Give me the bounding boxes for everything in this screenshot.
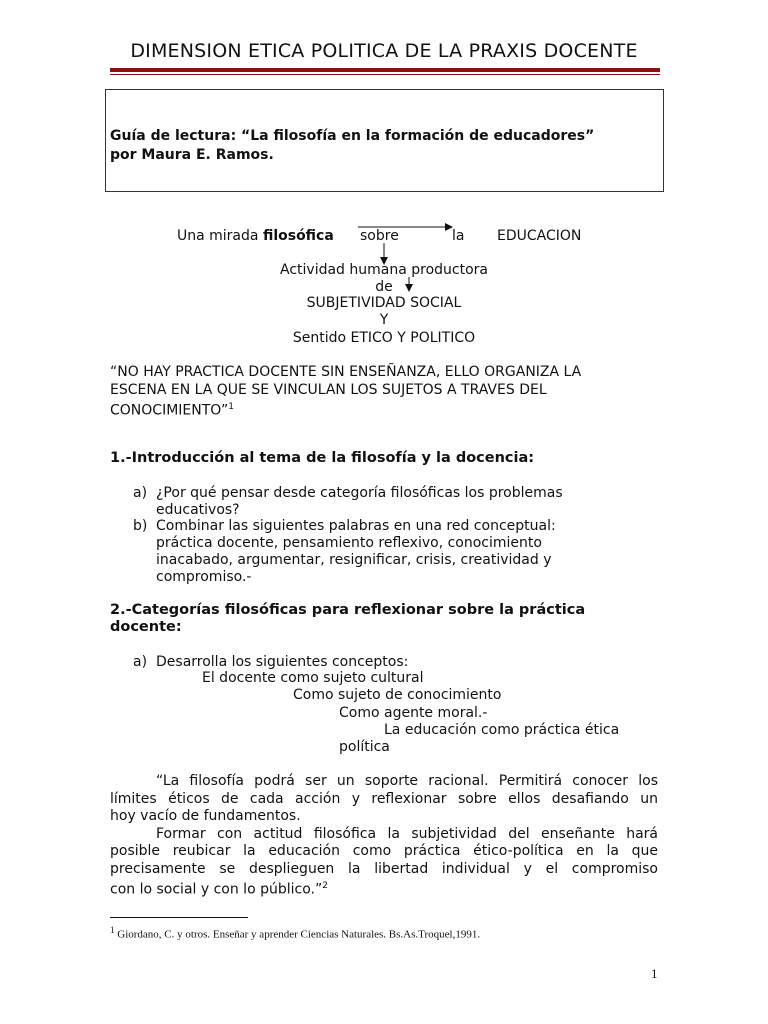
concept-3: Como agente moral.-: [339, 705, 488, 721]
page-number: 1: [651, 966, 658, 981]
footnote-text: Giordano, C. y otros. Enseñar y aprender Ciencias Naturales. Bs.As.Troquel,1991.: [114, 928, 481, 941]
quote-1-line: CONOCIMIENTO”$^1$: [110, 402, 235, 419]
quote-1-line: ESCENA EN LA QUE SE VINCULAN LOS SUJETOS A TRAVES DEL: [110, 381, 547, 398]
diagram-arrows: [0, 0, 768, 300]
item-b-marker: b): [133, 518, 148, 534]
concept-4: La educación como práctica ética: [384, 722, 620, 738]
quote-2-line: límites éticos de cada acción y reflexionar sobre ellos desafiando un: [110, 790, 658, 807]
list-item-b: Combinar las siguientes palabras en una red conceptual: práctica docente, pensamiento reflexivo, conocimiento inacabado, argumentar, resignificar, crisis, creatividad y compromiso.-: [156, 518, 556, 585]
footnote-ref-1: 1: [228, 402, 235, 412]
diagram-actividad: Actividad humana productora: [280, 262, 488, 278]
diagram-la: la: [452, 228, 465, 244]
diagram-educacion: EDUCACION: [497, 228, 582, 244]
diagram-y: Y: [379, 312, 389, 328]
concept-2: Como sujeto de conocimiento: [293, 687, 502, 703]
quote-2-line: con lo social y con lo público.”$^2$: [110, 881, 328, 898]
quote-2-line: posible reubicar la educación como práctica ético-política en la que: [110, 843, 658, 859]
section-2-heading: 2.-Categorías filosóficas para reflexionar sobre la práctica docente:: [110, 602, 586, 635]
diagram-subjetividad: SUBJETIVIDAD SOCIAL: [306, 295, 462, 311]
list-item-2a: Desarrolla los siguientes conceptos:: [156, 654, 409, 670]
footnote-mark: 1: [110, 925, 115, 935]
section-1-heading: 1.-Introducción al tema de la filosofía y la docencia:: [110, 450, 535, 466]
footnote-ref-2: 2: [322, 881, 328, 891]
footnote: [110, 925, 480, 941]
diagram-filosofica: filosófica: [262, 228, 334, 244]
quote-2: [110, 773, 658, 899]
item-2a-marker: a): [133, 654, 148, 670]
quote-1: [110, 364, 658, 420]
quote-2-line: “La filosofía podrá ser un soporte racional. Permitirá conocer los: [156, 773, 658, 789]
guide-line-2: por Maura E. Ramos.: [110, 147, 274, 163]
quote-2-line: hoy vacío de fundamentos.: [110, 808, 301, 824]
diagram-de: de: [375, 279, 393, 295]
concept-5: política: [339, 739, 390, 755]
page-title: DIMENSION ETICA POLITICA DE LA PRAXIS DOCENTE: [130, 40, 638, 62]
quote-2-line: Formar con actitud filosófica la subjetividad del enseñante hará: [156, 825, 658, 842]
diagram-una-mirada: Una mirada: [177, 228, 259, 244]
concept-1: El docente como sujeto cultural: [202, 670, 424, 686]
list-item-a: ¿Por qué pensar desde categoría filosóficas los problemas educativos?: [156, 485, 563, 518]
item-a-marker: a): [133, 485, 148, 501]
diagram-sobre: sobre: [360, 228, 399, 244]
quote-1-line: “NO HAY PRACTICA DOCENTE SIN ENSEÑANZA, ELLO ORGANIZA LA: [110, 364, 582, 380]
diagram-sentido: Sentido ETICO Y POLITICO: [292, 330, 476, 346]
footnote-separator: [110, 917, 248, 918]
guide-line-1: Guía de lectura: “La filosofía en la formación de educadores”: [110, 128, 595, 144]
quote-2-line: precisamente se desplieguen la libertad individual y el compromiso: [110, 860, 658, 877]
